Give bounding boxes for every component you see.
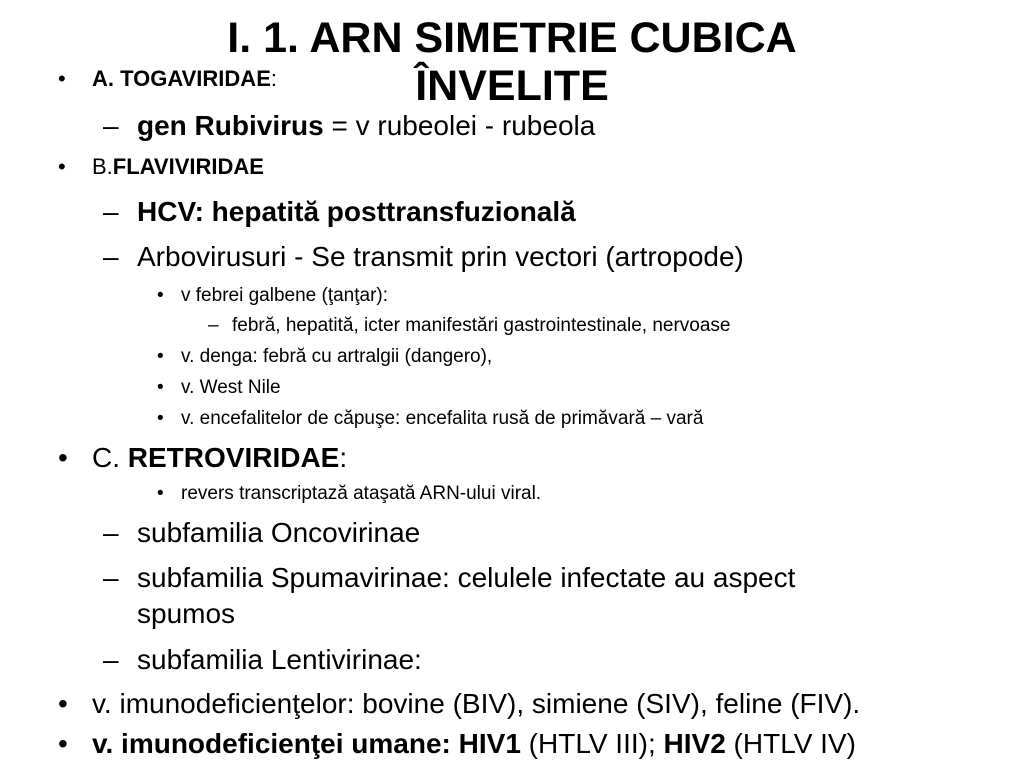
imunodeficientelor-text: v. imunodeficienţelor: bovine (BIV), simiene (SIV), feline (FIV).	[92, 688, 861, 719]
dash-lentivirinae	[103, 644, 422, 676]
htlv-iii-text: (HTLV III);	[520, 728, 664, 759]
bullet-marker: •	[58, 728, 68, 759]
spumavirinae-line-1: subfamilia Spumavirinae: celulele infectate au aspect	[137, 562, 796, 593]
bullet-marker: •	[157, 285, 164, 306]
rubivirus-label: gen Rubivirus	[137, 110, 324, 141]
spumavirinae-line-2: spumos	[137, 598, 236, 629]
bullet-marker: •	[58, 154, 66, 179]
oncovirinae-text: subfamilia Oncovirinae	[137, 517, 421, 548]
bullet-febrei-galbene	[157, 284, 389, 308]
bullet-flaviviridae	[58, 154, 264, 180]
retroviridae-prefix: C.	[92, 442, 128, 473]
bullet-denga	[157, 345, 493, 369]
dash-marker: –	[103, 110, 119, 141]
dash-marker: –	[103, 644, 119, 675]
rubivirus-text: = v rubeolei - rubeola	[323, 110, 596, 141]
dash-rubivirus	[103, 110, 596, 142]
htlv-iv-text: (HTLV IV)	[725, 728, 856, 759]
bullet-encefalitelor	[157, 407, 704, 431]
arbovirusuri-text: Arbovirusuri - Se transmit prin vectori (artropode)	[137, 241, 744, 272]
retroviridae-label: RETROVIRIDAE	[127, 442, 340, 473]
bullet-retroviridae	[58, 442, 348, 474]
bullet-marker: •	[157, 346, 164, 367]
hiv1-label: v. imunodeficienţei umane: HIV1	[92, 728, 521, 759]
bullet-imunodeficientelor	[58, 688, 861, 720]
encefalitelor-text: v. encefalitelor de căpuşe: encefalita rusă de primăvară – vară	[181, 408, 704, 429]
bullet-imunodeficientei-umane	[58, 728, 856, 760]
hcv-text: HCV: hepatită posttransfuzională	[137, 196, 576, 227]
bullet-revers	[157, 482, 542, 506]
dash-spumavirinae	[103, 562, 796, 630]
dash-marker: –	[208, 315, 219, 336]
west-nile-text: v. West Nile	[181, 377, 281, 398]
dash-hcv	[103, 196, 576, 228]
hiv2-label: HIV2	[663, 728, 726, 759]
dash-oncovirinae	[103, 517, 421, 549]
dash-arbovirusuri	[103, 241, 744, 273]
bullet-marker: •	[58, 66, 66, 91]
slide-title	[0, 14, 1024, 110]
title-line-1: I. 1. ARN SIMETRIE CUBICA	[227, 14, 797, 62]
flaviviridae-prefix: B.	[92, 154, 113, 179]
bullet-marker: •	[157, 483, 164, 504]
lentivirinae-text: subfamilia Lentivirinae:	[137, 644, 422, 675]
febrei-galbene-text: v febrei galbene (ţanţar):	[181, 285, 389, 306]
dash-marker: –	[103, 562, 119, 593]
bullet-marker: •	[157, 408, 164, 429]
bullet-togaviridae	[58, 66, 277, 92]
bullet-west-nile	[157, 376, 281, 400]
title-line-2: ÎNVELITE	[415, 62, 609, 110]
dash-marker: –	[103, 517, 119, 548]
togaviridae-label: A. TOGAVIRIDAE	[92, 66, 271, 91]
dash-febra	[208, 314, 731, 338]
denga-text: v. denga: febră cu artralgii (dangero),	[181, 346, 493, 367]
bullet-marker: •	[58, 688, 68, 719]
febra-text: febră, hepatită, icter manifestări gastrointestinale, nervoase	[232, 315, 731, 336]
dash-marker: –	[103, 241, 119, 272]
bullet-marker: •	[157, 377, 164, 398]
retroviridae-colon: :	[339, 442, 348, 473]
togaviridae-colon: :	[270, 66, 277, 91]
dash-marker: –	[103, 196, 119, 227]
revers-text: revers transcriptază ataşată ARN-ului viral.	[181, 483, 542, 504]
flaviviridae-label: FLAVIVIRIDAE	[112, 154, 264, 179]
bullet-marker: •	[58, 442, 68, 473]
